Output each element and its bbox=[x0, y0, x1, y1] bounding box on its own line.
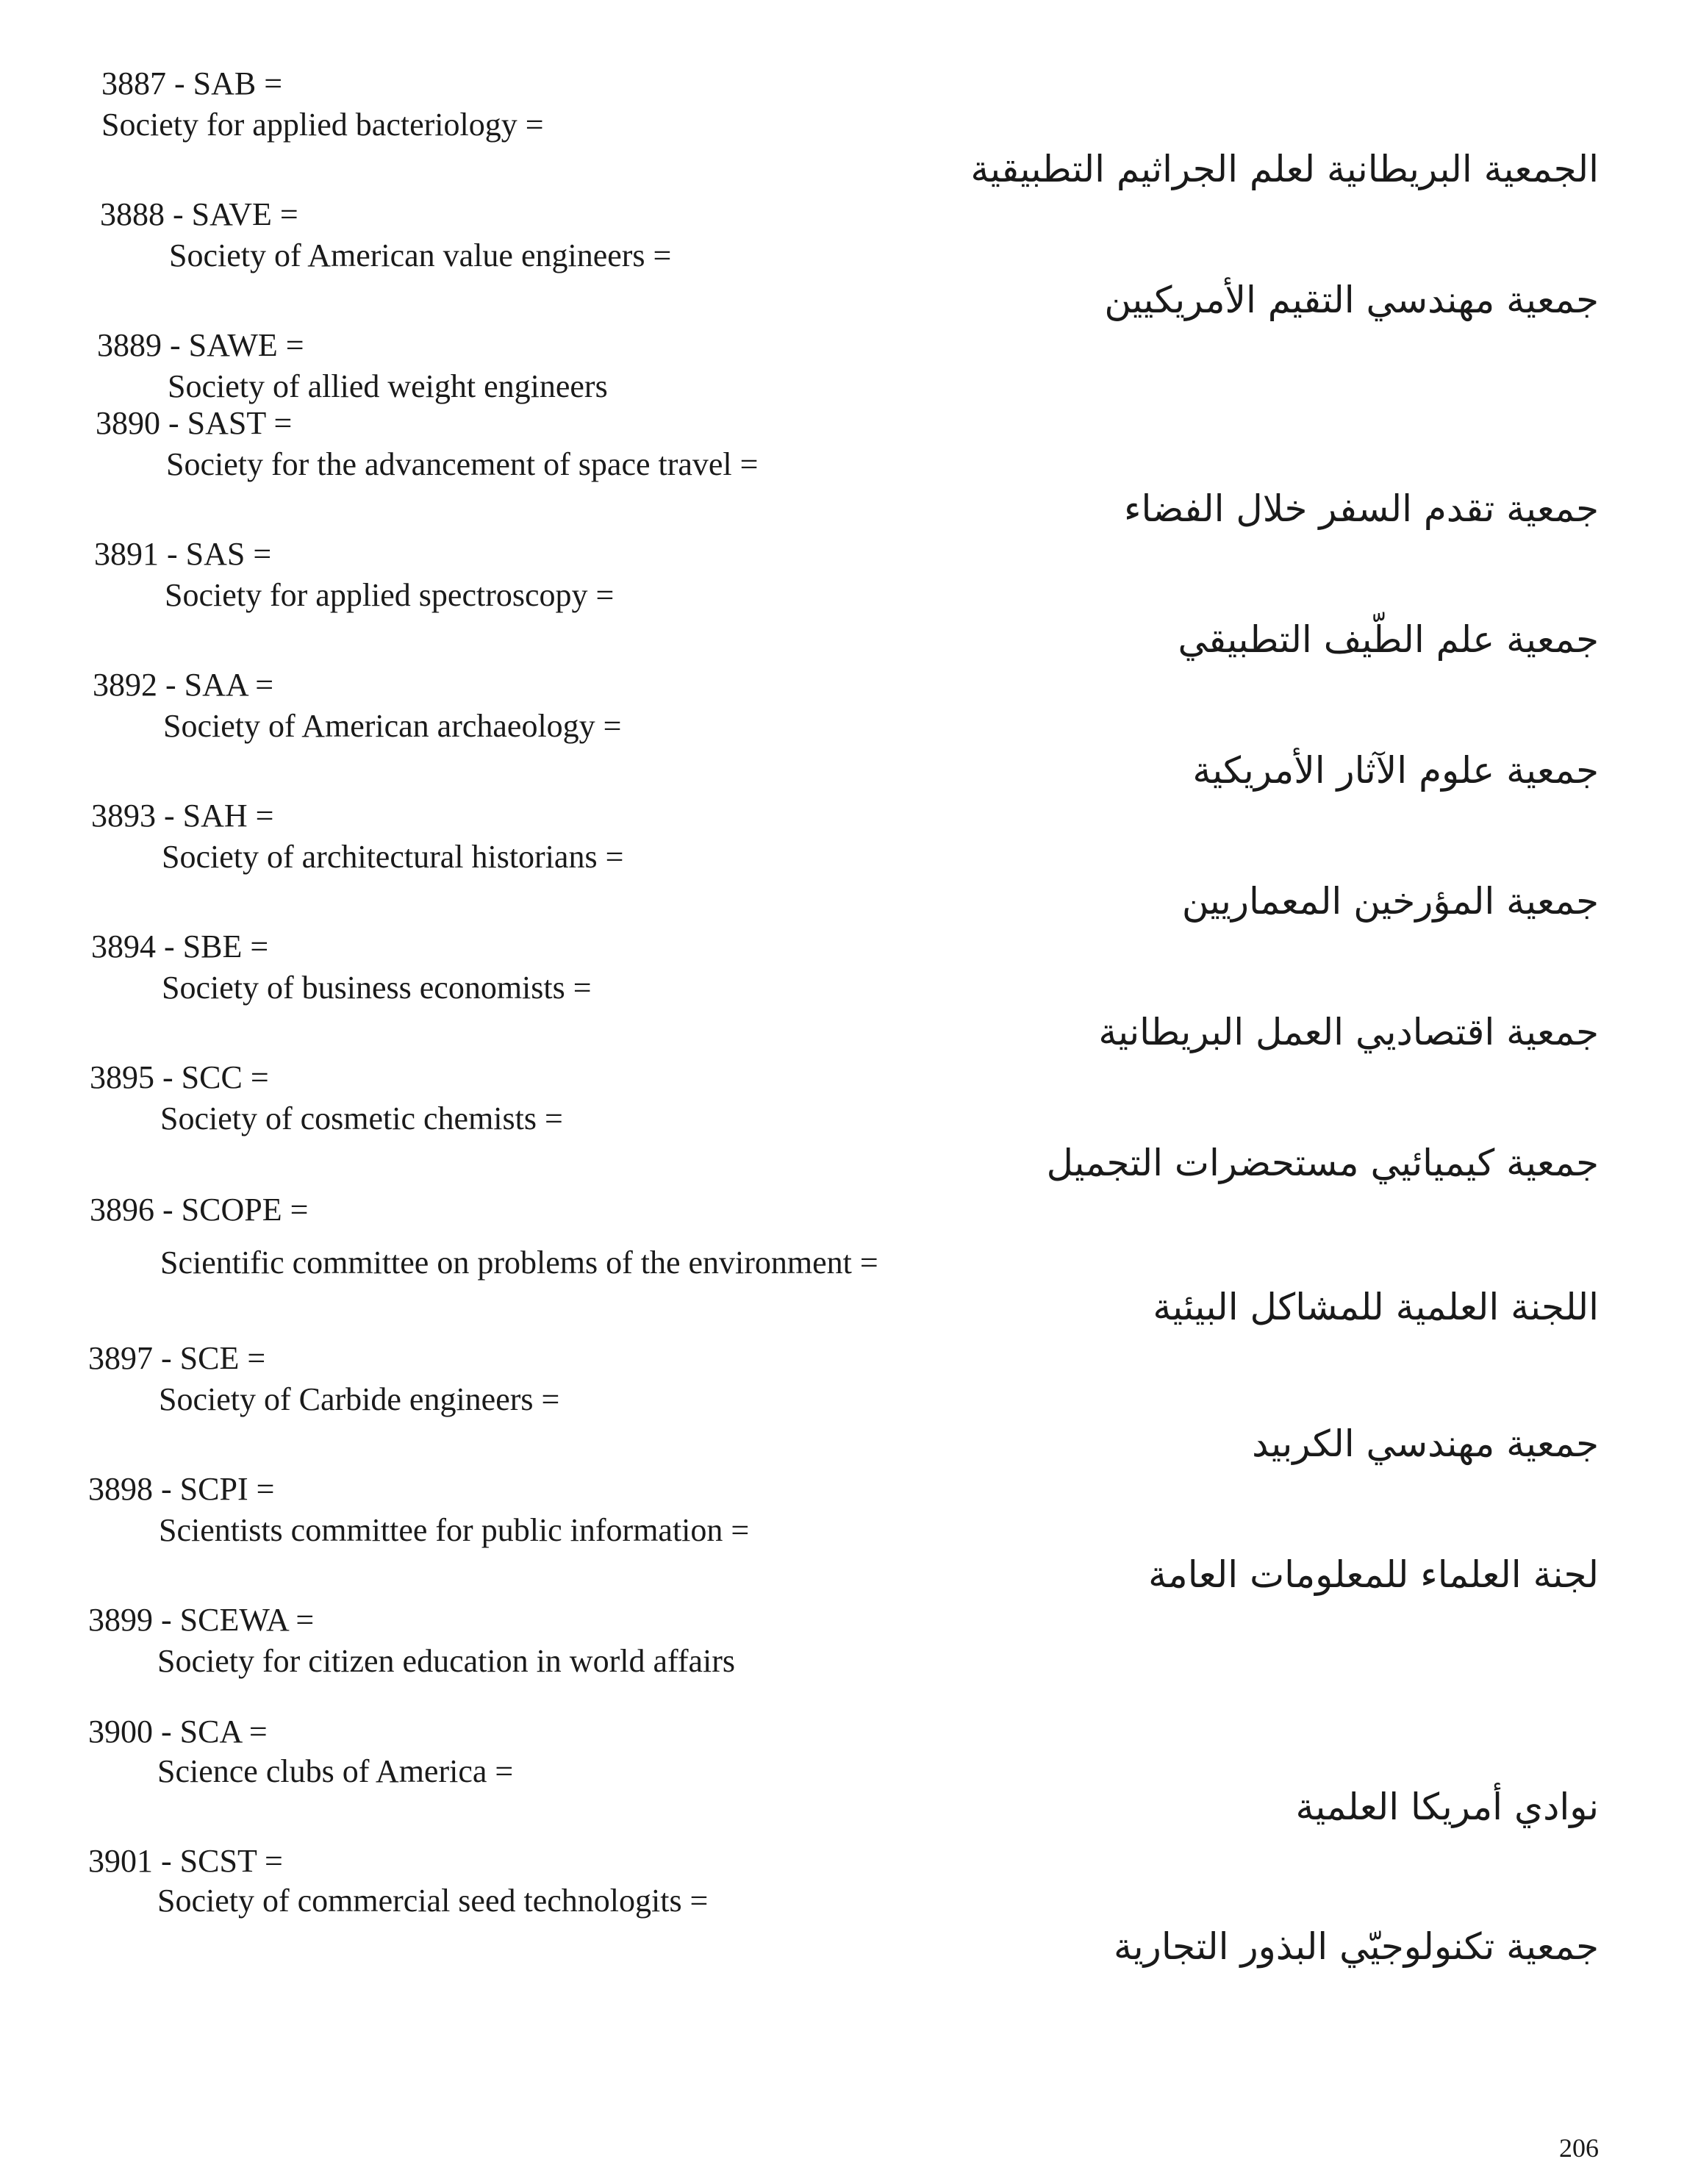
entry-heading: 3896 - SCOPE = bbox=[90, 1192, 309, 1228]
entry-english-term: Society of business economists = bbox=[162, 970, 592, 1006]
entry-arabic-term: لجنة العلماء للمعلومات العامة bbox=[1148, 1553, 1599, 1596]
entry-arabic-term: جمعية المؤرخين المعماريين bbox=[1181, 880, 1599, 923]
entry-arabic-term: نوادي أمريكا العلمية bbox=[1295, 1786, 1599, 1828]
entry-heading: 3900 - SCA = bbox=[88, 1714, 268, 1750]
entry-english-term: Science clubs of America = bbox=[157, 1753, 514, 1789]
entry-arabic-term: جمعية مهندسي التقيم الأمريكيين bbox=[1104, 279, 1599, 321]
entry-heading: 3891 - SAS = bbox=[94, 536, 272, 572]
entry-english-term: Scientists committee for public information = bbox=[159, 1512, 750, 1548]
entry-heading: 3897 - SCE = bbox=[88, 1340, 266, 1376]
entry-english-term: Society of architectural historians = bbox=[162, 839, 624, 875]
entry-arabic-term: اللجنة العلمية للمشاكل البيئية bbox=[1153, 1286, 1599, 1328]
entry-heading: 3889 - SAWE = bbox=[97, 327, 304, 363]
entry-english-term: Society for citizen education in world affairs bbox=[157, 1643, 736, 1679]
entry-english-term: Society for applied bacteriology = bbox=[101, 107, 544, 143]
entry-arabic-term: جمعية علوم الآثار الأمريكية bbox=[1192, 749, 1599, 792]
entry-heading: 3899 - SCEWA = bbox=[88, 1602, 315, 1638]
entry-heading: 3901 - SCST = bbox=[88, 1843, 283, 1879]
entry-arabic-term: الجمعية البريطانية لعلم الجراثيم التطبيقية bbox=[970, 148, 1599, 190]
entry-english-term: Society of cosmetic chemists = bbox=[160, 1100, 563, 1136]
entry-heading: 3888 - SAVE = bbox=[100, 196, 298, 232]
entry-english-term: Society of Carbide engineers = bbox=[159, 1381, 560, 1417]
entry-arabic-term: جمعية كيميائيي مستحضرات التجميل bbox=[1046, 1142, 1599, 1184]
entry-arabic-term: جمعية مهندسي الكربيد bbox=[1252, 1422, 1599, 1465]
entry-heading: 3893 - SAH = bbox=[91, 798, 274, 834]
entry-arabic-term: جمعية تكنولوجيّي البذور التجارية bbox=[1113, 1925, 1599, 1968]
entry-arabic-term: جمعية علم الطّيف التطبيقي bbox=[1178, 618, 1599, 661]
entry-arabic-term: جمعية اقتصاديي العمل البريطانية bbox=[1098, 1011, 1599, 1053]
entry-english-term: Society for applied spectroscopy = bbox=[165, 577, 615, 613]
entry-english-term: Society of commercial seed technologits = bbox=[157, 1883, 709, 1919]
entry-english-term: Society for the advancement of space travel = bbox=[166, 446, 759, 482]
entry-heading: 3890 - SAST = bbox=[96, 405, 293, 441]
entry-heading: 3887 - SAB = bbox=[101, 65, 283, 101]
entry-arabic-term: جمعية تقدم السفر خلال الفضاء bbox=[1123, 487, 1599, 530]
entry-heading: 3895 - SCC = bbox=[90, 1059, 269, 1095]
entry-heading: 3892 - SAA = bbox=[93, 667, 274, 703]
entry-heading: 3898 - SCPI = bbox=[88, 1471, 275, 1507]
entry-heading: 3894 - SBE = bbox=[91, 928, 269, 964]
page-number: 206 bbox=[1559, 2133, 1599, 2163]
entry-english-term: Society of American value engineers = bbox=[169, 237, 672, 273]
entry-english-term: Society of allied weight engineers bbox=[168, 368, 608, 404]
entry-english-term: Society of American archaeology = bbox=[163, 708, 622, 744]
entry-english-term: Scientific committee on problems of the environment = bbox=[160, 1245, 878, 1281]
